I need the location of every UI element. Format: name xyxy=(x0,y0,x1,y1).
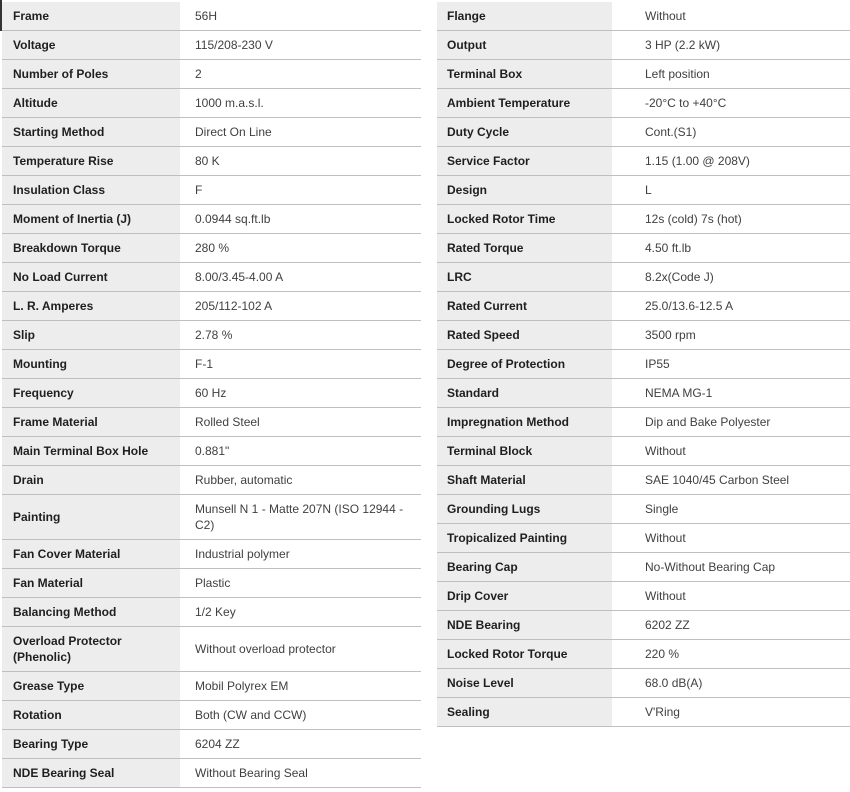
spec-value: 220 % xyxy=(645,647,680,661)
spec-row xyxy=(437,205,850,234)
spec-label: Overload Protector (Phenolic) xyxy=(2,627,180,671)
spec-value: No-Without Bearing Cap xyxy=(645,560,776,574)
spec-value: 6204 ZZ xyxy=(195,737,240,751)
spec-table-right xyxy=(437,2,850,727)
spec-value: Without overload protector xyxy=(195,642,336,656)
spec-label: Fan Cover Material xyxy=(2,540,180,568)
spec-row xyxy=(437,466,850,495)
spec-label: Ambient Temperature xyxy=(437,89,612,117)
spec-value: 80 K xyxy=(195,154,220,168)
spec-label: Slip xyxy=(2,321,180,349)
spec-value: 60 Hz xyxy=(195,386,227,400)
spec-row xyxy=(2,147,421,176)
spec-value: NEMA MG-1 xyxy=(645,386,713,400)
spec-row xyxy=(2,730,421,759)
spec-row xyxy=(437,582,850,611)
spec-label: Duty Cycle xyxy=(437,118,612,146)
spec-label: Shaft Material xyxy=(437,466,612,494)
spec-value: IP55 xyxy=(645,357,670,371)
spec-value: 280 % xyxy=(195,241,230,255)
spec-row xyxy=(2,466,421,495)
spec-label: NDE Bearing xyxy=(437,611,612,639)
spec-row xyxy=(437,495,850,524)
spec-value: 205/112-102 A xyxy=(195,299,273,313)
spec-value: Left position xyxy=(645,67,710,81)
spec-value: Cont.(S1) xyxy=(645,125,697,139)
spec-label: Tropicalized Painting xyxy=(437,524,612,552)
spec-label: Grounding Lugs xyxy=(437,495,612,523)
spec-value: Without xyxy=(645,9,686,23)
spec-value: 1/2 Key xyxy=(195,605,236,619)
spec-value: 0.881" xyxy=(195,444,230,458)
spec-label: Noise Level xyxy=(437,669,612,697)
spec-label: Locked Rotor Time xyxy=(437,205,612,233)
spec-row xyxy=(2,263,421,292)
spec-row xyxy=(2,408,421,437)
spec-row xyxy=(437,437,850,466)
spec-value: Industrial polymer xyxy=(195,547,290,561)
spec-row xyxy=(2,379,421,408)
spec-value: Without xyxy=(645,531,686,545)
spec-label: Breakdown Torque xyxy=(2,234,180,262)
spec-label: Drain xyxy=(2,466,180,494)
spec-label: Grease Type xyxy=(2,672,180,700)
spec-label: Rated Torque xyxy=(437,234,612,262)
spec-label: Number of Poles xyxy=(2,60,180,88)
spec-value: 1000 m.a.s.l. xyxy=(195,96,264,110)
spec-row xyxy=(437,669,850,698)
spec-row xyxy=(2,701,421,730)
spec-value: 6202 ZZ xyxy=(645,618,690,632)
spec-value: 56H xyxy=(195,9,218,23)
spec-label: Voltage xyxy=(2,31,180,59)
spec-value: 115/208-230 V xyxy=(195,38,273,52)
spec-table-right-body xyxy=(437,2,850,727)
spec-label: NDE Bearing Seal xyxy=(2,759,180,787)
spec-row xyxy=(2,350,421,379)
spec-label: Balancing Method xyxy=(2,598,180,626)
spec-value: Rubber, automatic xyxy=(195,473,293,487)
spec-label: Starting Method xyxy=(2,118,180,146)
spec-row xyxy=(2,540,421,569)
spec-label: Painting xyxy=(2,495,180,539)
spec-label: Rotation xyxy=(2,701,180,729)
spec-row xyxy=(2,292,421,321)
spec-value: F xyxy=(195,183,203,197)
spec-value: L xyxy=(645,183,652,197)
spec-value: Without Bearing Seal xyxy=(195,766,308,780)
spec-value: 25.0/13.6-12.5 A xyxy=(645,299,734,313)
spec-label: Flange xyxy=(437,2,612,30)
spec-row xyxy=(2,89,421,118)
spec-label: L. R. Amperes xyxy=(2,292,180,320)
spec-value: 68.0 dB(A) xyxy=(645,676,703,690)
spec-value: 2 xyxy=(195,67,202,81)
spec-value: Plastic xyxy=(195,576,231,590)
spec-row xyxy=(437,263,850,292)
spec-label: Fan Material xyxy=(2,569,180,597)
spec-row xyxy=(437,640,850,669)
spec-value: 4.50 ft.lb xyxy=(645,241,692,255)
spec-value: Direct On Line xyxy=(195,125,272,139)
spec-label: Temperature Rise xyxy=(2,147,180,175)
spec-label: Sealing xyxy=(437,698,612,726)
spec-label: Standard xyxy=(437,379,612,407)
spec-row xyxy=(437,350,850,379)
spec-label: No Load Current xyxy=(2,263,180,291)
spec-label: Drip Cover xyxy=(437,582,612,610)
spec-label: Frame xyxy=(2,2,180,30)
spec-row xyxy=(437,553,850,582)
spec-row xyxy=(437,379,850,408)
spec-label: Service Factor xyxy=(437,147,612,175)
spec-label: LRC xyxy=(437,263,612,291)
spec-row xyxy=(437,611,850,640)
spec-label: Output xyxy=(437,31,612,59)
spec-value: Without xyxy=(645,444,686,458)
spec-row xyxy=(437,60,850,89)
spec-label: Impregnation Method xyxy=(437,408,612,436)
spec-label: Rated Speed xyxy=(437,321,612,349)
spec-label: Terminal Block xyxy=(437,437,612,465)
spec-label: Design xyxy=(437,176,612,204)
spec-row xyxy=(2,205,421,234)
spec-row xyxy=(437,524,850,553)
spec-label: Insulation Class xyxy=(2,176,180,204)
spec-label: Bearing Cap xyxy=(437,553,612,581)
spec-label: Degree of Protection xyxy=(437,350,612,378)
spec-row xyxy=(437,176,850,205)
spec-row xyxy=(2,118,421,147)
spec-row xyxy=(2,321,421,350)
spec-row xyxy=(2,598,421,627)
spec-value: 3500 rpm xyxy=(645,328,696,342)
spec-row xyxy=(437,89,850,118)
spec-row xyxy=(437,31,850,60)
spec-row xyxy=(2,176,421,205)
spec-value: 2.78 % xyxy=(195,328,233,342)
spec-label: Locked Rotor Torque xyxy=(437,640,612,668)
spec-value: 0.0944 sq.ft.lb xyxy=(195,212,271,226)
spec-label: Terminal Box xyxy=(437,60,612,88)
spec-label: Bearing Type xyxy=(2,730,180,758)
spec-row xyxy=(2,569,421,598)
spec-row xyxy=(437,408,850,437)
spec-row xyxy=(2,672,421,701)
spec-label: Rated Current xyxy=(437,292,612,320)
spec-value: F-1 xyxy=(195,357,213,371)
spec-row xyxy=(2,31,421,60)
spec-value: Both (CW and CCW) xyxy=(195,708,307,722)
spec-value: SAE 1040/45 Carbon Steel xyxy=(645,473,790,487)
spec-value: Rolled Steel xyxy=(195,415,260,429)
spec-row xyxy=(437,2,850,31)
spec-value: 12s (cold) 7s (hot) xyxy=(645,212,742,226)
spec-row xyxy=(2,234,421,263)
spec-row xyxy=(2,495,421,540)
spec-value: 8.2x(Code J) xyxy=(645,270,714,284)
spec-value: 3 HP (2.2 kW) xyxy=(645,38,721,52)
spec-value: Munsell N 1 - Matte 207N (ISO 12944 - C2) xyxy=(195,502,404,532)
spec-row xyxy=(2,627,421,672)
spec-value: Mobil Polyrex EM xyxy=(195,679,289,693)
spec-row xyxy=(437,292,850,321)
spec-label: Mounting xyxy=(2,350,180,378)
spec-table-left-body xyxy=(2,2,421,788)
spec-row xyxy=(2,60,421,89)
spec-label: Moment of Inertia (J) xyxy=(2,205,180,233)
spec-value: 8.00/3.45-4.00 A xyxy=(195,270,284,284)
spec-value: Dip and Bake Polyester xyxy=(645,415,771,429)
spec-label: Altitude xyxy=(2,89,180,117)
spec-row xyxy=(437,147,850,176)
spec-value: V'Ring xyxy=(645,705,680,719)
spec-table-left xyxy=(2,2,421,788)
spec-row xyxy=(2,437,421,466)
spec-value: Single xyxy=(645,502,679,516)
spec-value: Without xyxy=(645,589,686,603)
spec-row xyxy=(2,759,421,788)
spec-label: Main Terminal Box Hole xyxy=(2,437,180,465)
spec-row xyxy=(437,234,850,263)
spec-label: Frame Material xyxy=(2,408,180,436)
spec-row xyxy=(437,118,850,147)
spec-row xyxy=(2,2,421,31)
spec-value: -20°C to +40°C xyxy=(645,96,727,110)
spec-row xyxy=(437,321,850,350)
spec-value: 1.15 (1.00 @ 208V) xyxy=(645,154,750,168)
spec-label: Frequency xyxy=(2,379,180,407)
spec-row xyxy=(437,698,850,727)
